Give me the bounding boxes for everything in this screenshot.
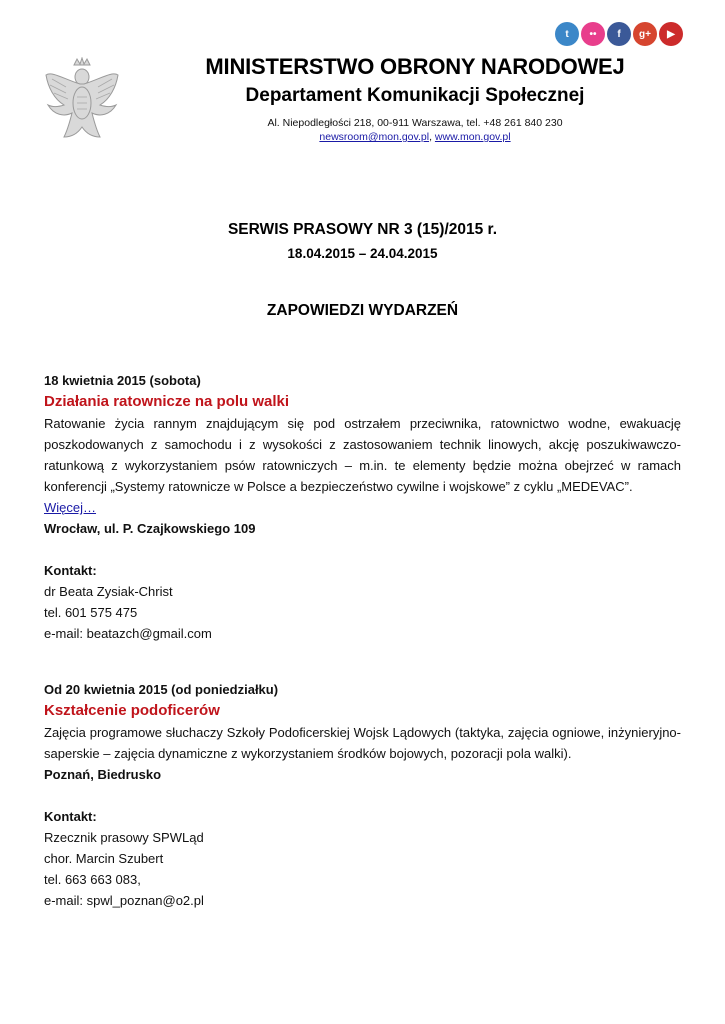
contact-line: Rzecznik prasowy SPWLąd bbox=[44, 830, 204, 845]
event-item bbox=[44, 370, 681, 644]
contact-line: dr Beata Zysiak-Christ bbox=[44, 584, 173, 599]
press-service-dates: 18.04.2015 – 24.04.2015 bbox=[287, 246, 438, 261]
email-link[interactable]: newsroom@mon.gov.pl bbox=[319, 131, 430, 143]
contact-line: tel. 601 575 475 bbox=[44, 605, 138, 620]
website-link[interactable]: www.mon.gov.pl bbox=[434, 131, 511, 143]
section-title: ZAPOWIEDZI WYDARZEŃ bbox=[266, 302, 459, 319]
contact-line: e-mail: beatazch@gmail.com bbox=[44, 626, 212, 641]
address: Al. Niepodległości 218, 00-911 Warszawa, tel. +48 261 840 230 bbox=[267, 117, 563, 129]
youtube-icon[interactable]: ▶ bbox=[659, 22, 683, 46]
ministry-title: MINISTERSTWO OBRONY NARODOWEJ bbox=[205, 54, 625, 79]
header bbox=[160, 52, 670, 144]
contact-label: Kontakt: bbox=[44, 563, 97, 578]
event-title: Działania ratownicze na polu walki bbox=[44, 393, 290, 410]
flickr-icon[interactable]: •• bbox=[581, 22, 605, 46]
link-separator: , bbox=[429, 131, 435, 143]
event-place: Wrocław, ul. P. Czajkowskiego 109 bbox=[44, 521, 256, 536]
facebook-icon[interactable]: f bbox=[607, 22, 631, 46]
department-title: Departament Komunikacji Społecznej bbox=[245, 85, 585, 106]
event-date: 18 kwietnia 2015 (sobota) bbox=[44, 373, 201, 388]
event-date: Od 20 kwietnia 2015 (od poniedziałku) bbox=[44, 682, 279, 697]
event-description: Ratowanie życia rannym znajdującym się pod ostrzałem przeciwnika, ratownictwo wodne, ewakuację poszkodowanych z samochodu i z wysokości z zastosowaniem technik linowych, akcję poszukiwawczo-ratunkową z wykorzystaniem psów ratowniczych – m.in. te elementy będzie można obejrzeć w ramach konferencji „Systemy ratownicze w Polsce a bezpieczeństwo cywilne i wojskowe” z cyklu „MEDEVAC”. bbox=[44, 416, 681, 494]
event-description: Zajęcia programowe słuchaczy Szkoły Podoficerskiej Wojsk Lądowych (taktyka, zajęcia ogniowe, inżynieryjno-saperskie – zajęcia dynamiczne z wykorzystaniem środków bojowych, pozoracji pola walki). bbox=[44, 725, 681, 761]
event-title: Kształcenie podoficerów bbox=[44, 702, 220, 719]
event-place: Poznań, Biedrusko bbox=[44, 767, 162, 782]
event-item bbox=[44, 679, 681, 911]
eagle-emblem-icon bbox=[44, 57, 120, 143]
more-link[interactable]: Więcej… bbox=[44, 500, 97, 515]
social-icons bbox=[555, 22, 683, 46]
googleplus-icon[interactable]: g+ bbox=[633, 22, 657, 46]
contact-line: e-mail: spwl_poznan@o2.pl bbox=[44, 893, 204, 908]
contact-links bbox=[160, 130, 670, 144]
contact-line: tel. 663 663 083, bbox=[44, 872, 141, 887]
contact-line: chor. Marcin Szubert bbox=[44, 851, 164, 866]
twitter-icon[interactable]: t bbox=[555, 22, 579, 46]
contact-label: Kontakt: bbox=[44, 809, 97, 824]
press-service-title: SERWIS PRASOWY NR 3 (15)/2015 r. bbox=[227, 221, 498, 238]
